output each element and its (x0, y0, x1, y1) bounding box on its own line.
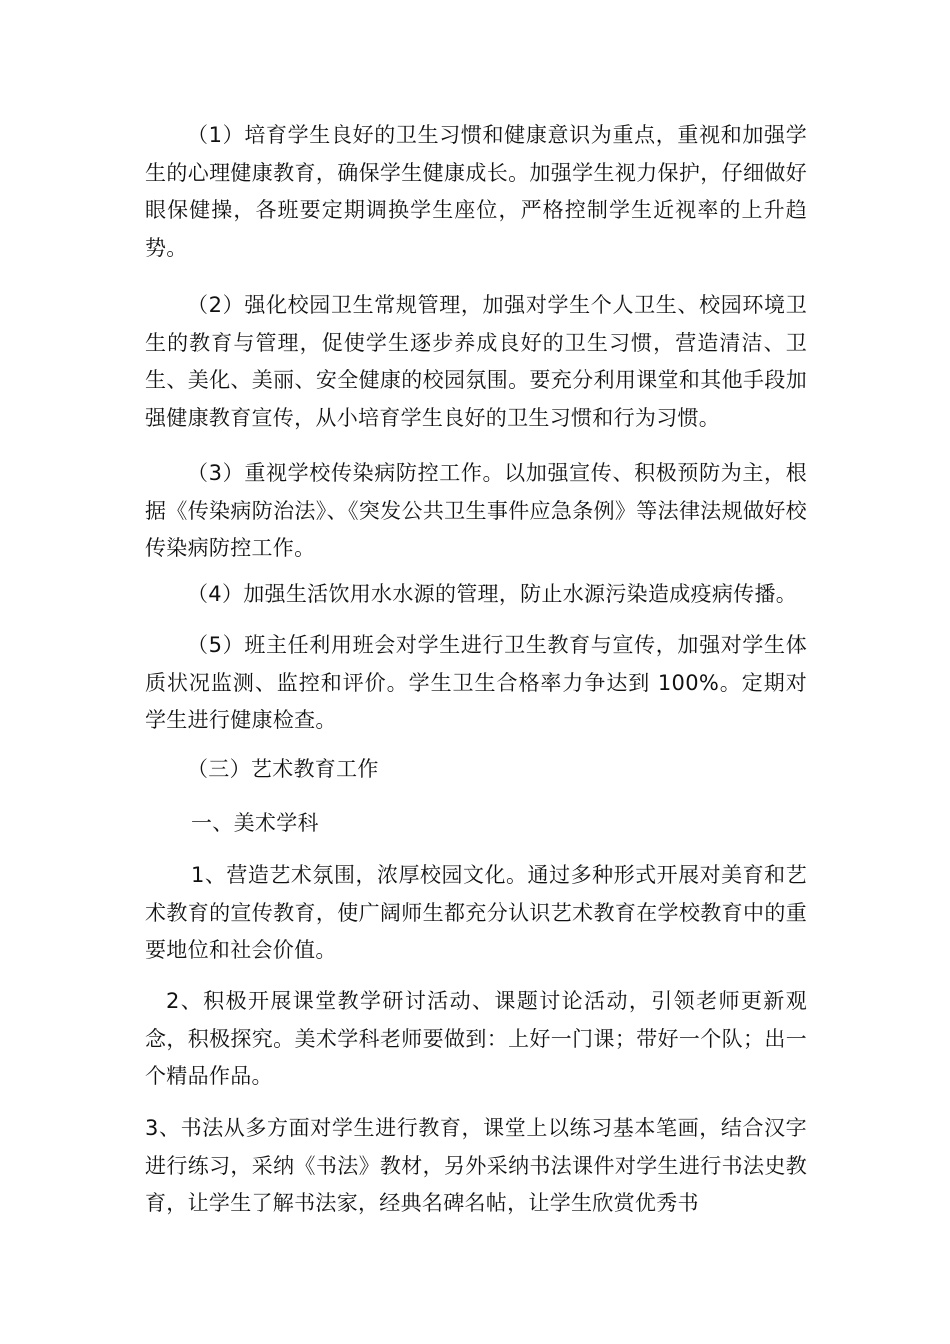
paragraph-health-4: （4）加强生活饮用水水源的管理，防止水源污染造成疫病传播。 (187, 582, 798, 606)
paragraph-health-1: （1）培育学生良好的卫生习惯和健康意识为重点，重视和加强学生的心理健康教育，确保学生健康成长。加强学生视力保护，仔细做好眼保健操，各班要定期调换学生座位，严格控制学生近视率的上升趋势。 (145, 123, 807, 260)
paragraph-health-2: （2）强化校园卫生常规管理，加强对学生个人卫生、校园环境卫生的教育与管理，促使学生逐步养成良好的卫生习惯，营造清洁、卫生、美化、美丽、安全健康的校园氛围。要充分利用课堂和其他手段加强健康教育宣传，从小培育学生良好的卫生习惯和行为习惯。 (145, 293, 807, 430)
subheading-fine-arts: 一、美术学科 (191, 811, 319, 835)
paragraph-art-1: 1、营造艺术氛围，浓厚校园文化。通过多种形式开展对美育和艺术教育的宣传教育，使广阔师生都充分认识艺术教育在学校教育中的重要地位和社会价值。 (145, 863, 807, 962)
section-heading-art-education: （三）艺术教育工作 (187, 757, 379, 781)
paragraph-art-2: 2、积极开展课堂教学研讨活动、课题讨论活动，引领老师更新观念，积极探究。美术学科老师要做到：上好一门课；带好一个队；出一个精品作品。 (145, 989, 807, 1088)
paragraph-health-3: （3）重视学校传染病防控工作。以加强宣传、积极预防为主，根据《传染病防治法》、《突发公共卫生事件应急条例》等法律法规做好校传染病防控工作。 (145, 461, 807, 560)
paragraph-health-5: （5）班主任利用班会对学生进行卫生教育与宣传，加强对学生体质状况监测、监控和评价。学生卫生合格率力争达到 100%。定期对学生进行健康检查。 (145, 633, 807, 732)
paragraph-art-3: 3、书法从多方面对学生进行教育，课堂上以练习基本笔画，结合汉字进行练习，采纳《书法》教材，另外采纳书法课件对学生进行书法史教育，让学生了解书法家，经典名碑名帖，让学生欣赏优秀书 (145, 1116, 807, 1215)
